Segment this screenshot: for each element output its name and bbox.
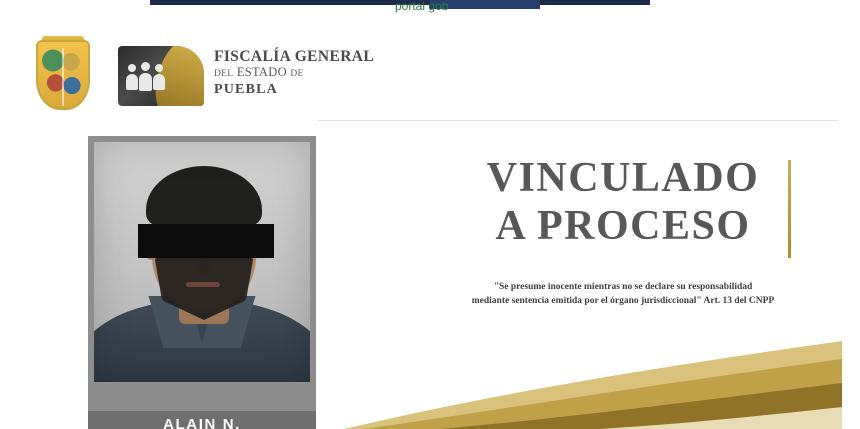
headline-line-1: VINCULADO (486, 155, 760, 201)
press-card (18, 28, 842, 429)
institution-line-2-prefix: DEL (214, 69, 234, 79)
header-divider (318, 120, 838, 121)
gold-wave-decoration (318, 285, 842, 429)
institution-line-2 (214, 65, 384, 82)
mugshot-photo (94, 142, 310, 382)
headline-line-2: A PROCESO (495, 203, 751, 249)
legal-disclaimer-line-1: "Se presume inocente mientras no se declare su responsabilidad (493, 282, 753, 292)
top-cropped-strip (0, 0, 860, 22)
suspect-name-plate: ALAIN N. (88, 411, 316, 429)
gold-accent-rule (788, 160, 791, 258)
page-title (458, 154, 788, 250)
fiscalia-people-eagle-logo-icon (118, 46, 204, 106)
institution-name (214, 48, 384, 98)
page-right-margin (842, 0, 860, 429)
institution-line-2-suffix: DE (290, 69, 304, 79)
card-left-margin (18, 28, 36, 429)
legal-disclaimer-line-2: mediante sentencia emitida por el órgano jurisdiccional" Art. 13 del CNPP (471, 296, 775, 306)
institution-line-1: FISCALÍA GENERAL (214, 48, 375, 65)
mugshot-frame (88, 136, 316, 411)
institution-line-3: PUEBLA (214, 82, 278, 97)
fiscalia-logo (118, 44, 378, 110)
institution-line-2-main: ESTADO (236, 65, 287, 79)
puebla-coat-of-arms-icon (36, 40, 90, 110)
top-text-fragment: portal gob (395, 0, 449, 13)
